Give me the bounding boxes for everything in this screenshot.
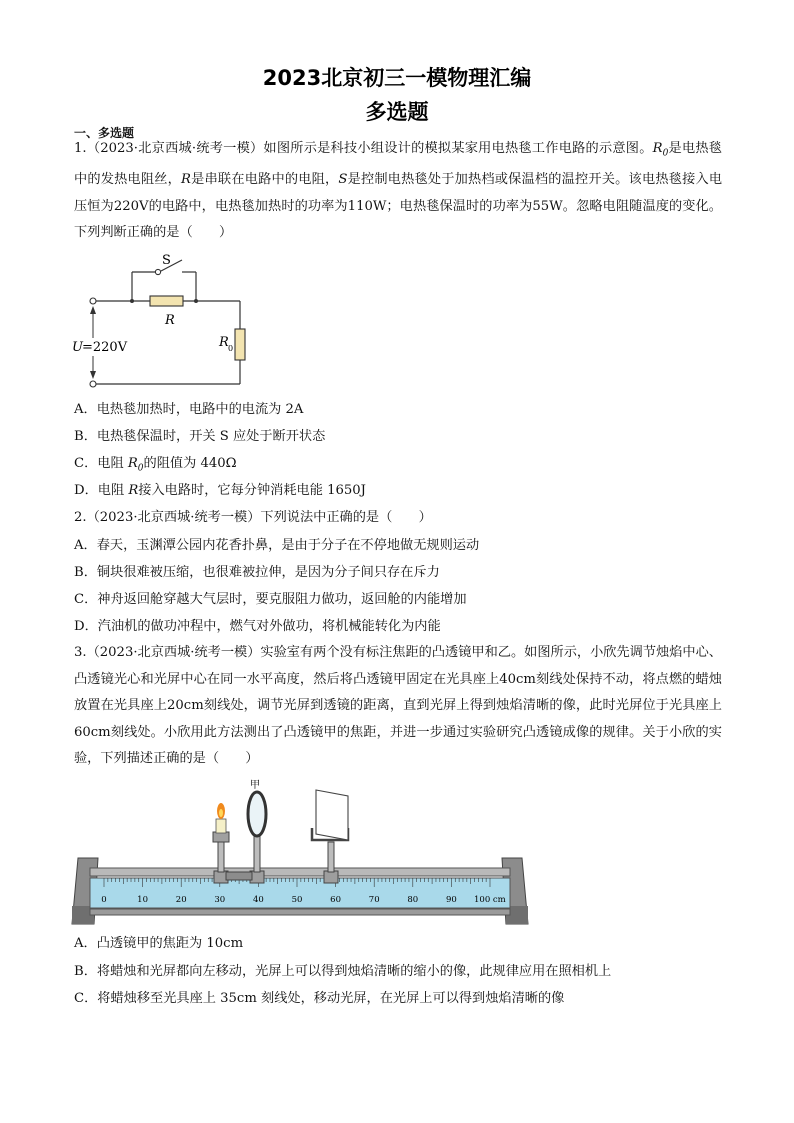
q3-option-a: A．凸透镜甲的焦距为 10cm [74,936,244,951]
ruler-tick-label: 30 [214,895,226,905]
q1-option-b: B．电热毯保温时，开关 S 应处于断开状态 [74,429,326,444]
q2-option-a: A．春天，玉渊潭公园内花香扑鼻，是由于分子在不停地做无规则运动 [74,538,480,553]
candle [216,819,226,833]
q1-option-d-pre: D．电阻 [74,483,129,498]
q1-text-b: 是串联在电路中的电阻， [190,172,339,188]
switch-label: S [162,253,171,268]
resistor-r0 [235,329,245,360]
circuit-diagram [70,248,260,393]
q1-text-c: 是控制电热毯处于加热档或保温档的温控开关。该电热毯接入电压恒为220V的电路中，电热毯加热时的功率为110W；电热毯保温时的功率为55W。忽略电阻随温度的变化。下列判断正确的是（ ） [74,172,723,241]
q1-option-c-sub: 0 [137,463,144,474]
q1-option-d-post: 接入电路时，它每分钟消耗电能 1650J [138,483,366,498]
q3-option-b: B．将蜡烛和光屏都向左移动，光屏上可以得到烛焰清晰的缩小的像，此规律应用在照相机上 [74,964,612,979]
q2-option-b: B．铜块很难被压缩，也很难被拉伸，是因为分子间只存在斥力 [74,565,440,580]
q2-option-d: D．汽油机的做功冲程中，燃气对外做功，将机械能转化为内能 [74,619,441,634]
light-screen [316,790,348,840]
q1-option-c-symbol: R [127,456,138,471]
optical-bench-diagram [70,778,540,928]
rail-bottom [90,909,510,915]
q1-r0-symbol: R [652,141,663,156]
section-heading: 一、多选题 [74,126,135,140]
ruler-tick-label: 0 [101,895,107,905]
voltage-u-label: U [72,340,83,355]
ruler-tick-label: 90 [445,895,457,905]
ruler-tick-label: 60 [330,895,342,905]
ruler-tick-label: 40 [252,895,264,905]
q1-option-d [74,481,366,501]
voltage-value-label: =220V [82,340,128,355]
rail-top [90,868,510,876]
q1-option-c [74,454,237,479]
q1-option-c-pre: C．电阻 [74,456,128,471]
question-1-stem [74,136,722,247]
terminal-bottom [90,381,96,387]
ruler-tick-label: 100 cm [474,895,506,905]
question-3-stem: 3.（2023·北京西城·统考一模）实验室有两个没有标注焦距的凸透镜甲和乙。如图所示，小欣先调节烛焰中心、凸透镜光心和光屏中心在同一水平高度，然后将凸透镜甲固定在光具座上40cm刻线处保持不动，将点燃的蜡烛放置在光具座上20cm刻线处，调节光屏到透镜的距离，直到光屏上得到烛焰清晰的像，此时光屏位于光具座上60cm刻线处。小欣用此方法测出了凸透镜甲的焦距，并进一步通过实验研究凸透镜成像的规律。关于小欣的实验，下列描述正确的是（ ） [74,645,722,766]
q1-option-d-symbol: R [128,483,139,498]
lens-assembly [248,779,266,883]
q1-r-symbol: R [181,172,191,188]
q2-option-c: C．神舟返回舱穿越大气层时，要克服阻力做功，返回舱的内能增加 [74,592,467,607]
resistor-r [150,296,183,306]
resistor-r0-label: R [219,335,229,350]
resistor-r-label: R [165,313,175,328]
q3-option-c: C．将蜡烛移至光具座上 35cm 刻线处，移动光屏，在光屏上可以得到烛焰清晰的像 [74,991,565,1006]
lens-label: 甲 [250,780,260,791]
ruler-tick-label: 80 [407,895,419,905]
ruler-tick-label: 20 [175,895,187,905]
terminal-top [90,298,96,304]
q1-option-a: A．电热毯加热时，电路中的电流为 2A [74,402,304,417]
ruler-tick-label: 70 [368,895,380,905]
document-subtitle: 多选题 [365,100,429,124]
q1-prefix: 1.（2023·北京西城·统考一模）如图所示是科技小组设计的模拟某家用电热毯工作电路的示意图。 [74,141,653,156]
candle-assembly [213,803,229,883]
resistor-r0-subscript: 0 [228,344,234,353]
ruler-tick-label: 10 [137,895,149,905]
q1-s-symbol: S [338,172,348,188]
question-2-stem: 2.（2023·北京西城·统考一模）下列说法中正确的是（ ） [74,510,432,525]
ruler-tick-label: 50 [291,895,303,905]
q1-text-a: 是电热毯中的发热电阻丝， [74,141,722,188]
q1-option-c-post: 的阻值为 440Ω [143,456,237,471]
q1-r0-sub: 0 [662,148,669,159]
document-title: 2023北京初三一模物理汇编 [262,66,532,90]
convex-lens [248,792,266,836]
